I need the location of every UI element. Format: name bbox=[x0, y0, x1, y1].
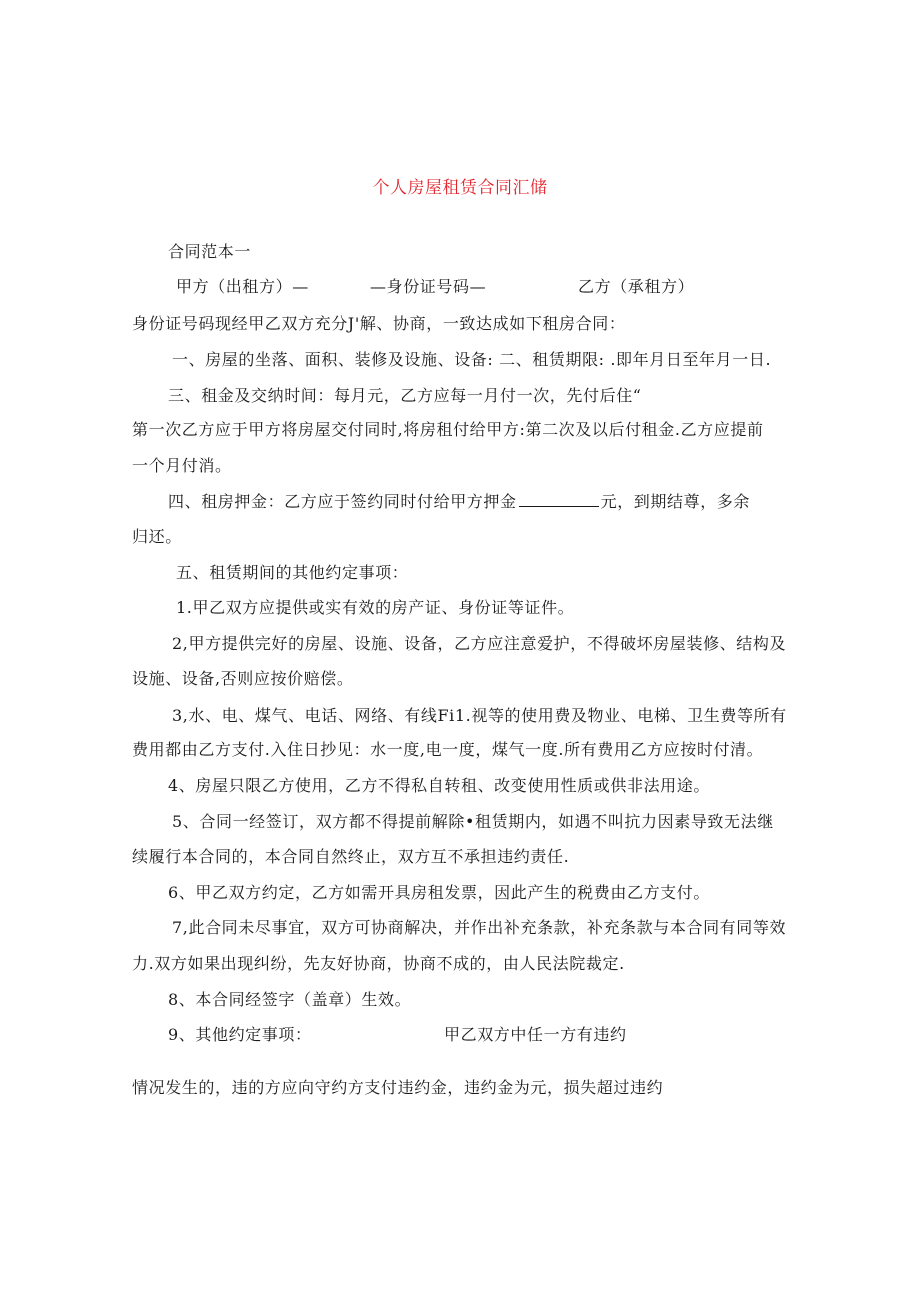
paragraph-line: 第一次乙方应于甲方将房屋交付同时,将房租付给甲方:第二次及以后付租金.乙方应提前 bbox=[132, 420, 764, 439]
section-heading: 合同范本一 bbox=[168, 242, 252, 261]
document-title: 个人房屋租赁合同汇储 bbox=[372, 178, 548, 198]
clause-1-2: 一、房屋的坐落、面积、装修及设施、设备: 二、租赁期限: .即年月日至年月一日. bbox=[172, 350, 772, 369]
paragraph-line: 一个月付消。 bbox=[132, 456, 232, 475]
paragraph-line: 身份证号码现经甲乙双方充分J'解、协商，一致达成如下租房合同： bbox=[132, 314, 626, 333]
item-1: 1.甲乙双方应提供或实有效的房产证、身份证等证件。 bbox=[176, 598, 575, 617]
paragraph-line: 归还。 bbox=[132, 527, 182, 546]
item-9-continued: 甲乙双方中任一方有违约 bbox=[444, 1025, 627, 1044]
item-7: 7,此合同未尽事宜，双方可协商解决，并作出补充条款，补充条款与本合同有同等效 bbox=[172, 918, 787, 937]
deposit-text: 四、租房押金：乙方应于签约同时付给甲方押金 bbox=[168, 492, 517, 511]
item-2: 2,甲方提供完好的房屋、设施、设备，乙方应注意爱护，不得破坏房屋装修、结构及 bbox=[172, 634, 787, 653]
clause-3: 三、租金及交纳时间：每月元，乙方应每一月付一次，先付后住“ bbox=[168, 386, 642, 405]
party-b-label: 乙方（承租方） bbox=[578, 277, 695, 296]
id-number-label: —身份证号码— bbox=[370, 277, 487, 296]
paragraph-line: 费用都由乙方支付.入住日抄见：水一度,电一度，煤气一度.所有费用乙方应按时付清。 bbox=[132, 740, 764, 759]
paragraph-line: 设施、设备,否则应按价赔偿。 bbox=[132, 669, 354, 688]
party-a-label: 甲方（出租方）— bbox=[176, 277, 309, 296]
item-4: 4、房屋只限乙方使用，乙方不得私自转租、改变使用性质或供非法用途。 bbox=[168, 776, 710, 795]
paragraph-line: 力.双方如果出现纠纷，先友好协商，协商不成的，由人民法院裁定. bbox=[132, 954, 625, 973]
item-6: 6、甲乙双方约定，乙方如需开具房租发票，因此产生的税费由乙方支付。 bbox=[168, 883, 710, 902]
item-8: 8、本合同经签字（盖章）生效。 bbox=[168, 990, 412, 1009]
deposit-text-end: 元，到期结尊，多余 bbox=[600, 492, 751, 511]
item-3: 3,水、电、煤气、电话、网络、有线Fi1.视等的使用费及物业、电梯、卫生费等所有 bbox=[172, 706, 787, 725]
clause-5-heading: 五、租赁期间的其他约定事项： bbox=[176, 563, 409, 582]
paragraph-line: 续履行本合同的，本合同自然终止，双方互不承担违约责任. bbox=[132, 847, 570, 866]
item-5: 5、合同一经签订，双方都不得提前解除•租赁期内，如遇不叫抗力因素导致无法继 bbox=[172, 812, 774, 831]
clause-4 bbox=[168, 492, 750, 512]
item-9: 9、其他约定事项： bbox=[168, 1025, 312, 1044]
deposit-blank bbox=[519, 492, 599, 507]
paragraph-line: 情况发生的，违的方应向守约方支付违约金，违约金为元，损失超过违约 bbox=[132, 1078, 664, 1097]
